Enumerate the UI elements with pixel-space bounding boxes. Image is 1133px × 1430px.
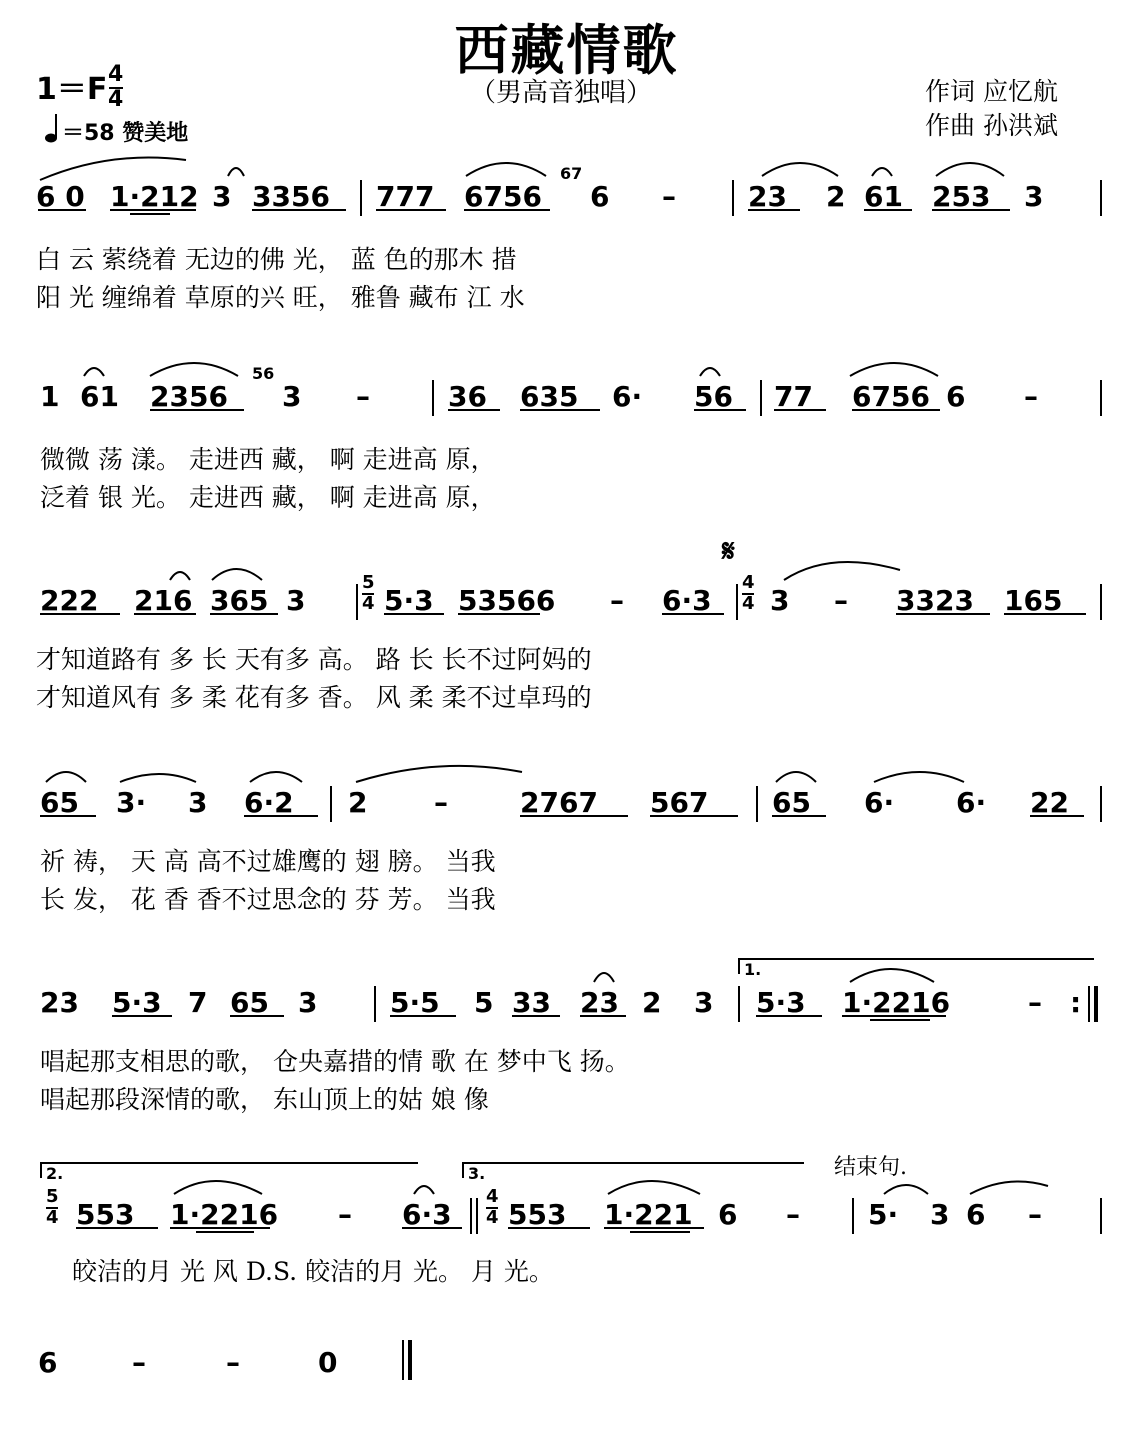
notation-segment: 6·2 <box>244 786 294 819</box>
notation-segment: 6 <box>38 1346 58 1379</box>
notation-segment: 33 <box>512 986 551 1019</box>
notation-segment: 0 <box>318 1346 338 1379</box>
notation-segment: 5·5 <box>390 986 440 1019</box>
final-barline-thin <box>402 1340 404 1380</box>
lyric-verse-2: 长 发， 花 香 香不过思念的 芬 芳。 当我 <box>40 885 496 914</box>
notation-segment: 56 <box>694 380 733 413</box>
notation-segment: 7 <box>188 986 208 1019</box>
time-signature <box>108 64 123 111</box>
notation-segment: 6 <box>946 380 966 413</box>
barline <box>476 1198 478 1234</box>
barline <box>1100 380 1102 416</box>
volta-bracket-2 <box>40 1162 418 1178</box>
lyric-verse-2: 阳 光 缠绵着 草原的兴 旺， 雅鲁 藏布 江 水 <box>36 283 525 312</box>
notation-segment: 165 <box>1004 584 1063 617</box>
notation-segment: 6· <box>956 786 987 819</box>
notation-segment: 3 <box>286 584 306 617</box>
notation-segment: 65 <box>40 786 79 819</box>
notation-segment: 3· <box>116 786 147 819</box>
notation-segment: 22 <box>1030 786 1069 819</box>
song-title: 西藏情歌 <box>454 19 679 82</box>
notation-segment: 222 <box>40 584 99 617</box>
notation-segment: 23 <box>748 180 787 213</box>
time-signature: 4 4 <box>742 572 755 614</box>
notation-segment: 3 <box>770 584 790 617</box>
notation-segment: 3323 <box>896 584 974 617</box>
notation-segment: 365 <box>210 584 269 617</box>
barline <box>330 786 332 822</box>
lyric-verse-2: 泛着 银 光。 走进西 藏， 啊 走进高 原， <box>40 483 496 512</box>
grace-notes: 56 <box>252 364 275 383</box>
notation-segment: – <box>356 380 370 413</box>
notation-segment: 3 <box>694 986 714 1019</box>
notation-segment: 6756 <box>464 180 542 213</box>
notation-segment: – <box>434 786 448 819</box>
notation-segment: 2 <box>826 180 846 213</box>
barline <box>738 986 740 1022</box>
time-signature: 5 4 <box>46 1186 59 1228</box>
barline <box>374 986 376 1022</box>
notation-segment: 3356 <box>252 180 330 213</box>
quarter-note-icon <box>44 112 62 148</box>
notation-line <box>0 584 1133 644</box>
notation-segment: 567 <box>650 786 709 819</box>
notation-segment: 6·3 <box>662 584 712 617</box>
barline <box>736 584 738 620</box>
time-signature-bottom: 4 <box>108 87 124 112</box>
notation-segment: – <box>786 1198 800 1231</box>
notation-segment: 61 <box>864 180 903 213</box>
lyric-verse-1: 微微 荡 漾。 走进西 藏， 啊 走进高 原， <box>40 445 496 474</box>
time-signature: 4 4 <box>486 1186 499 1228</box>
notation-segment: 53566 <box>458 584 556 617</box>
notation-segment: 6756 <box>852 380 930 413</box>
barline <box>1100 180 1102 216</box>
notation-segment: 1·2216 <box>842 986 951 1019</box>
lyric-verse-1: 祈 祷， 天 高 高不过雄鹰的 翅 膀。 当我 <box>40 847 496 876</box>
notation-segment: – <box>610 584 624 617</box>
notation-segment: 6 0 <box>36 180 85 213</box>
notation-segment: 553 <box>508 1198 567 1231</box>
notation-segment: 253 <box>932 180 991 213</box>
notation-line <box>0 1346 1133 1406</box>
key-signature: 1＝F <box>36 72 108 107</box>
notation-segment: 777 <box>376 180 435 213</box>
notation-segment: 1·2216 <box>170 1198 279 1231</box>
lyric-verse-1: 才知道路有 多 长 天有多 高。 路 长 长不过阿妈的 <box>36 645 592 674</box>
notation-segment: 6· <box>612 380 643 413</box>
notation-segment: – <box>834 584 848 617</box>
notation-segment: 1·212 <box>110 180 199 213</box>
barline <box>1100 584 1102 620</box>
notation-segment: 2767 <box>520 786 598 819</box>
notation-segment: 5·3 <box>112 986 162 1019</box>
notation-segment: 2 <box>642 986 662 1019</box>
barline <box>1088 986 1090 1022</box>
barline <box>756 786 758 822</box>
notation-segment: 65 <box>772 786 811 819</box>
notation-segment: 3 <box>212 180 232 213</box>
barline <box>470 1198 472 1234</box>
barline <box>356 584 358 620</box>
notation-segment: 23 <box>40 986 79 1019</box>
barline <box>852 1198 854 1234</box>
notation-segment: 65 <box>230 986 269 1019</box>
grace-notes: 67 <box>560 164 583 183</box>
lyric-verse-1: 白 云 萦绕着 无边的佛 光， 蓝 色的那木 措 <box>36 245 517 274</box>
volta-number: 1. <box>744 960 762 979</box>
barline <box>732 180 734 216</box>
notation-segment: 2356 <box>150 380 228 413</box>
notation-segment: 2 <box>348 786 368 819</box>
volta-bracket-1 <box>738 958 1094 974</box>
notation-segment: 3 <box>282 380 302 413</box>
notation-segment: – <box>338 1198 352 1231</box>
notation-line <box>0 380 1133 440</box>
notation-segment: – <box>1024 380 1038 413</box>
song-subtitle: （男高音独唱） <box>470 78 653 108</box>
barline <box>1100 1198 1102 1234</box>
notation-segment: 3 <box>298 986 318 1019</box>
notation-segment: 36 <box>448 380 487 413</box>
lyricist-credit: 作词 应忆航 <box>925 77 1058 106</box>
barline <box>360 180 362 216</box>
notation-segment: 5 <box>474 986 494 1019</box>
final-barline-thick <box>408 1340 412 1380</box>
notation-segment: 3 <box>930 1198 950 1231</box>
notation-segment: 6· <box>864 786 895 819</box>
notation-segment: 553 <box>76 1198 135 1231</box>
notation-segment: 77 <box>774 380 813 413</box>
notation-segment: 5·3 <box>384 584 434 617</box>
notation-segment: 23 <box>580 986 619 1019</box>
volta-number: 3. <box>468 1164 486 1183</box>
notation-segment: 216 <box>134 584 193 617</box>
lyric-verse-2: 才知道风有 多 柔 花有多 香。 风 柔 柔不过卓玛的 <box>36 683 592 712</box>
notation-segment: 1·221 <box>604 1198 693 1231</box>
notation-segment: 5·3 <box>756 986 806 1019</box>
barline <box>432 380 434 416</box>
notation-segment: – <box>662 180 676 213</box>
lyric-verse-2: 唱起那段深情的歌， 东山顶上的姑 娘 像 <box>40 1085 489 1114</box>
notation-line <box>0 986 1133 1046</box>
barline <box>1100 786 1102 822</box>
notation-segment: 6 <box>590 180 610 213</box>
notation-segment: 61 <box>80 380 119 413</box>
repeat-end-barline <box>1094 986 1098 1022</box>
notation-line <box>0 180 1133 240</box>
composer-credit: 作曲 孙洪斌 <box>925 111 1058 140</box>
notation-segment: 1 <box>40 380 60 413</box>
notation-segment: 6·3 <box>402 1198 452 1231</box>
notation-segment: 6 <box>966 1198 986 1231</box>
notation-segment: – <box>1028 1198 1042 1231</box>
segno-icon: 𝄋 <box>722 534 735 569</box>
volta-number: 2. <box>46 1164 64 1183</box>
notation-segment: 3 <box>1024 180 1044 213</box>
notation-segment: : <box>1070 986 1082 1019</box>
time-signature: 5 4 <box>362 572 375 614</box>
notation-segment: 635 <box>520 380 579 413</box>
notation-segment: 3 <box>188 786 208 819</box>
ending-label: 结束句. <box>834 1155 907 1180</box>
lyric-verse-1: 皎洁的月 光 风 D.S. 皎洁的月 光。 月 光。 <box>72 1257 554 1286</box>
notation-line <box>0 1198 1133 1258</box>
notation-segment: 5· <box>868 1198 899 1231</box>
notation-segment: – <box>132 1346 146 1379</box>
tempo-marking: ＝58 赞美地 <box>62 121 189 146</box>
notation-line <box>0 786 1133 846</box>
volta-bracket-3 <box>462 1162 804 1178</box>
lyric-verse-1: 唱起那支相思的歌， 仓央嘉措的情 歌 在 梦中飞 扬。 <box>40 1047 630 1076</box>
barline <box>760 380 762 416</box>
time-signature-top: 4 <box>108 62 124 87</box>
notation-segment: – <box>226 1346 240 1379</box>
notation-segment: 6 <box>718 1198 738 1231</box>
notation-segment: – <box>1028 986 1042 1019</box>
